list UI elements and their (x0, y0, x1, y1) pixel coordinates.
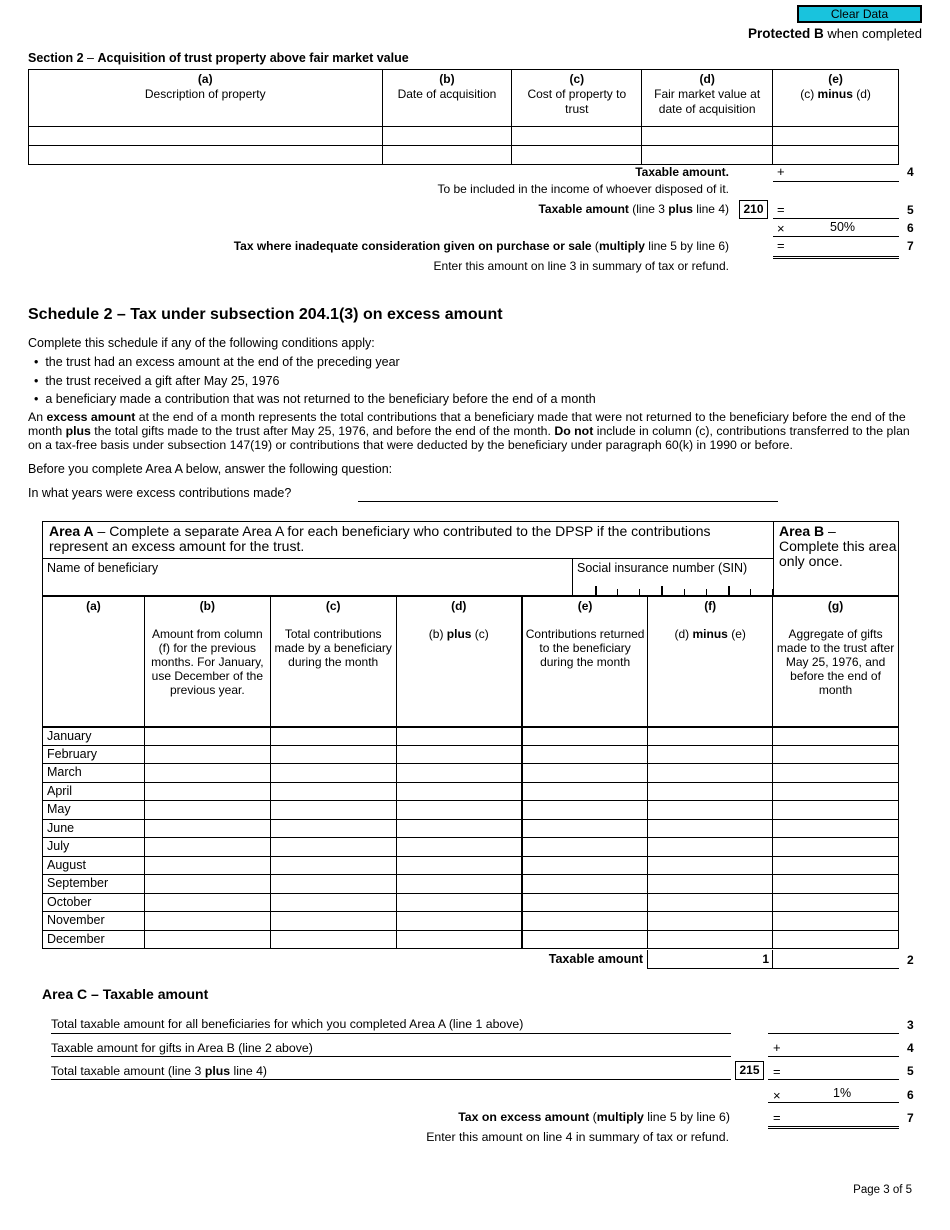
input-cell[interactable] (648, 801, 773, 820)
schedule2-intro: Complete this schedule if any of the following conditions apply: (28, 336, 375, 350)
c-line3-field[interactable] (768, 1033, 899, 1034)
c-line4-field[interactable] (768, 1056, 899, 1057)
c-line7-label: Tax on excess amount (multiply line 5 by line 6) (458, 1110, 730, 1124)
c-line7-sub: Enter this amount on line 4 in summary of tax or refund. (426, 1130, 729, 1144)
input-cell[interactable] (270, 912, 396, 931)
input-cell[interactable] (270, 893, 396, 912)
col-e-header: (e) (c) minus (d) (773, 70, 899, 127)
input-cell[interactable] (396, 912, 522, 931)
input-cell[interactable] (773, 875, 899, 894)
input-cell[interactable] (396, 801, 522, 820)
bullet-item: • the trust received a gift after May 25, 1976 (34, 374, 280, 388)
c-line6-rule (768, 1102, 899, 1103)
input-cell[interactable] (270, 819, 396, 838)
bullet-item: • a beneficiary made a contribution that was not returned to the beneficiary before the end of a month (34, 392, 596, 406)
c-line5-label: Total taxable amount (line 3 plus line 4) (51, 1064, 268, 1078)
input-cell[interactable] (512, 146, 642, 165)
s2-line4-sub: To be included in the income of whoever disposed of it. (437, 182, 729, 196)
input-cell[interactable] (522, 764, 648, 783)
input-cell[interactable] (642, 146, 773, 165)
input-cell[interactable] (648, 893, 773, 912)
input-cell[interactable] (522, 912, 648, 931)
input-cell[interactable] (144, 819, 270, 838)
c-line5-code: 215 (735, 1061, 764, 1080)
input-cell[interactable] (648, 930, 773, 949)
input-cell[interactable] (648, 819, 773, 838)
input-cell[interactable] (144, 930, 270, 949)
input-cell[interactable] (270, 875, 396, 894)
input-cell[interactable] (396, 782, 522, 801)
month-label: November (43, 912, 145, 931)
table-row (43, 819, 899, 838)
sin-divider (572, 558, 573, 596)
s2-line6-sym: × (777, 221, 785, 236)
taxable-amount-line1-field[interactable]: 1 (647, 950, 773, 969)
area-a-rule (43, 558, 773, 559)
input-cell[interactable] (270, 838, 396, 857)
table-row (43, 893, 899, 912)
month-label: June (43, 819, 145, 838)
input-cell[interactable] (773, 819, 899, 838)
input-cell[interactable] (773, 782, 899, 801)
taxable-amount-label: Taxable amount (548, 952, 643, 966)
area-b-title: Area B – Complete this area only once. (779, 523, 897, 569)
input-cell[interactable] (144, 893, 270, 912)
sin-label: Social insurance number (SIN) (577, 561, 748, 575)
col-a-header: (a) Description of property (29, 70, 383, 127)
input-cell[interactable] (144, 764, 270, 783)
input-cell[interactable] (648, 727, 773, 746)
input-cell[interactable] (144, 875, 270, 894)
input-cell[interactable] (522, 893, 648, 912)
input-cell[interactable] (773, 745, 899, 764)
s2-line5-field[interactable] (773, 218, 899, 219)
page-number: Page 3 of 5 (853, 1184, 912, 1196)
c-line6-rate: 1% (833, 1086, 852, 1100)
monthly-table (42, 596, 899, 949)
input-cell[interactable] (396, 893, 522, 912)
month-label: January (43, 727, 145, 746)
input-cell[interactable] (773, 930, 899, 949)
col-c-header: (c) Cost of property to trust (512, 70, 642, 127)
input-cell[interactable] (144, 801, 270, 820)
s2-line7-label: Tax where inadequate consideration given on purchase or sale (multiply line 5 by line 6) (233, 239, 729, 253)
month-label: July (43, 838, 145, 857)
m-col-c-header: (c) Total contributions made by a beneficiary during the month (270, 597, 396, 727)
s2-line5-sym: = (777, 202, 785, 217)
input-cell[interactable] (773, 764, 899, 783)
c-line6-sym: × (773, 1088, 781, 1103)
table-row (43, 801, 899, 820)
area-a-title: Area A – Complete a separate Area A for each beneficiary who contributed to the DPSP if the contributions represent an excess amount for the trust. (49, 523, 711, 554)
table-row (43, 875, 899, 894)
input-cell[interactable] (382, 127, 512, 146)
table-row (43, 838, 899, 857)
input-cell[interactable] (522, 782, 648, 801)
s2-line7-sub: Enter this amount on line 3 in summary of tax or refund. (433, 259, 729, 273)
section2-title: Section 2 – Acquisition of trust property above fair market value (28, 51, 409, 65)
table-row (43, 764, 899, 783)
clear-data-button[interactable]: Clear Data (797, 5, 922, 23)
m-col-d-header: (d) (b) plus (c) (396, 597, 522, 727)
c-line4-rule (51, 1056, 731, 1057)
input-cell[interactable] (396, 819, 522, 838)
c-line3-rule (51, 1033, 731, 1034)
c-line7-num: 7 (907, 1111, 914, 1125)
input-cell[interactable] (396, 838, 522, 857)
m-col-a-header: (a) (43, 597, 145, 727)
input-cell[interactable] (270, 764, 396, 783)
month-label: December (43, 930, 145, 949)
s2-line4-sym: + (777, 164, 785, 179)
input-cell[interactable] (270, 930, 396, 949)
s2-line6-num: 6 (907, 221, 914, 235)
input-cell[interactable] (270, 782, 396, 801)
input-cell[interactable] (648, 838, 773, 857)
c-line3-num: 3 (907, 1018, 914, 1032)
table-row (29, 146, 899, 165)
table-row (43, 856, 899, 875)
m-col-e-header: (e) Contributions returned to the beneficiary during the month (522, 597, 648, 727)
input-cell[interactable] (522, 801, 648, 820)
input-cell[interactable] (522, 930, 648, 949)
input-cell[interactable] (144, 745, 270, 764)
c-line4-num: 4 (907, 1041, 914, 1055)
c-line5-sym: = (773, 1064, 781, 1079)
c-line5-num: 5 (907, 1064, 914, 1078)
input-cell[interactable] (648, 782, 773, 801)
area-c-title: Area C – Taxable amount (42, 986, 209, 1002)
input-cell[interactable] (396, 875, 522, 894)
input-cell[interactable] (642, 127, 773, 146)
input-cell[interactable] (144, 912, 270, 931)
sin-input[interactable] (595, 586, 757, 596)
input-cell[interactable] (648, 875, 773, 894)
protected-label: Protected B when completed (747, 26, 922, 41)
month-label: October (43, 893, 145, 912)
input-cell[interactable] (396, 856, 522, 875)
input-cell[interactable] (773, 912, 899, 931)
table-row (29, 127, 899, 146)
input-cell[interactable] (522, 819, 648, 838)
month-label: March (43, 764, 145, 783)
before-instruction: Before you complete Area A below, answer the following question: (28, 462, 393, 476)
input-cell[interactable] (522, 838, 648, 857)
month-label: February (43, 745, 145, 764)
input-cell[interactable] (648, 764, 773, 783)
s2-line5-num: 5 (907, 203, 914, 217)
input-cell[interactable] (648, 745, 773, 764)
input-cell[interactable] (522, 745, 648, 764)
input-cell[interactable] (270, 745, 396, 764)
c-line4-label: Taxable amount for gifts in Area B (line 2 above) (51, 1041, 313, 1055)
col-b-header: (b) Date of acquisition (382, 70, 512, 127)
col-d-header: (d) Fair market value at date of acquisition (642, 70, 773, 127)
input-cell[interactable] (773, 146, 899, 165)
area-line2-num: 2 (907, 953, 914, 967)
s2-line4-num: 4 (907, 165, 914, 179)
input-cell[interactable] (773, 801, 899, 820)
s2-line4-field[interactable] (773, 181, 899, 182)
input-cell[interactable] (648, 912, 773, 931)
input-cell[interactable] (29, 146, 383, 165)
c-line6-num: 6 (907, 1088, 914, 1102)
acquisition-table (28, 69, 899, 165)
c-line7-sym: = (773, 1110, 781, 1125)
input-cell[interactable] (512, 127, 642, 146)
input-cell[interactable] (773, 838, 899, 857)
table-row (43, 782, 899, 801)
s2-line7-num: 7 (907, 239, 914, 253)
beneficiary-name-input[interactable] (47, 576, 567, 594)
c-line3-label: Total taxable amount for all beneficiaries for which you completed Area A (line 1 above) (51, 1017, 524, 1031)
taxable-amount-line2-field[interactable] (773, 968, 899, 969)
excess-amount-definition: An excess amount at the end of a month represents the total contributions that a beneficiary made that were not returned to the beneficiary before the end of the month plus the total gifts made to the trust after May 25, 1976, and before the end of the month. Do not include in column (c), contributions transferred to the plan on a tax-free basis under subsection 147(19) or contributions that were deducted by the beneficiary under paragraph 60(k) in 1990 or before. (28, 410, 910, 452)
s2-line5-code: 210 (739, 200, 768, 219)
input-cell[interactable] (270, 801, 396, 820)
input-cell[interactable] (522, 875, 648, 894)
m-col-g-header: (g) Aggregate of gifts made to the trust after May 25, 1976, and before the end of month (773, 597, 899, 727)
years-input[interactable] (358, 501, 778, 502)
s2-line6-rule (773, 236, 899, 237)
s2-line5-label: Taxable amount (line 3 plus line 4) (538, 202, 729, 216)
input-cell[interactable] (396, 727, 522, 746)
beneficiary-name-label: Name of beneficiary (47, 561, 159, 575)
s2-line7-field[interactable] (773, 256, 899, 259)
month-label: May (43, 801, 145, 820)
bullet-item: • the trust had an excess amount at the end of the preceding year (34, 355, 400, 369)
s2-line4-label: Taxable amount. (635, 165, 729, 179)
input-cell[interactable] (773, 856, 899, 875)
c-line5-rule (51, 1079, 731, 1080)
c-line4-sym: + (773, 1040, 781, 1055)
s2-line7-sym: = (777, 238, 785, 253)
m-col-b-header: (b) Amount from column (f) for the previous months. For January, use December of the previous year. (144, 597, 270, 727)
input-cell[interactable] (396, 764, 522, 783)
table-row (43, 930, 899, 949)
schedule2-title: Schedule 2 – Tax under subsection 204.1(3) on excess amount (28, 306, 503, 323)
input-cell[interactable] (144, 727, 270, 746)
input-cell[interactable] (773, 127, 899, 146)
input-cell[interactable] (648, 856, 773, 875)
input-cell[interactable] (773, 893, 899, 912)
input-cell[interactable] (144, 782, 270, 801)
month-label: April (43, 782, 145, 801)
month-label: September (43, 875, 145, 894)
input-cell[interactable] (382, 146, 512, 165)
table-row (43, 727, 899, 746)
years-question: In what years were excess contributions made? (28, 486, 292, 500)
input-cell[interactable] (270, 727, 396, 746)
input-cell[interactable] (522, 856, 648, 875)
input-cell[interactable] (396, 745, 522, 764)
input-cell[interactable] (144, 838, 270, 857)
month-label: August (43, 856, 145, 875)
input-cell[interactable] (144, 856, 270, 875)
c-line5-field[interactable] (768, 1079, 899, 1080)
input-cell[interactable] (270, 856, 396, 875)
input-cell[interactable] (522, 727, 648, 746)
input-cell[interactable] (773, 727, 899, 746)
area-b-divider (773, 522, 774, 596)
area-a-header (42, 521, 899, 596)
table-row (43, 745, 899, 764)
s2-line6-rate: 50% (830, 220, 856, 234)
c-line7-field[interactable] (768, 1126, 899, 1129)
table-row (43, 912, 899, 931)
input-cell[interactable] (29, 127, 383, 146)
input-cell[interactable] (396, 930, 522, 949)
m-col-f-header: (f) (d) minus (e) (648, 597, 773, 727)
